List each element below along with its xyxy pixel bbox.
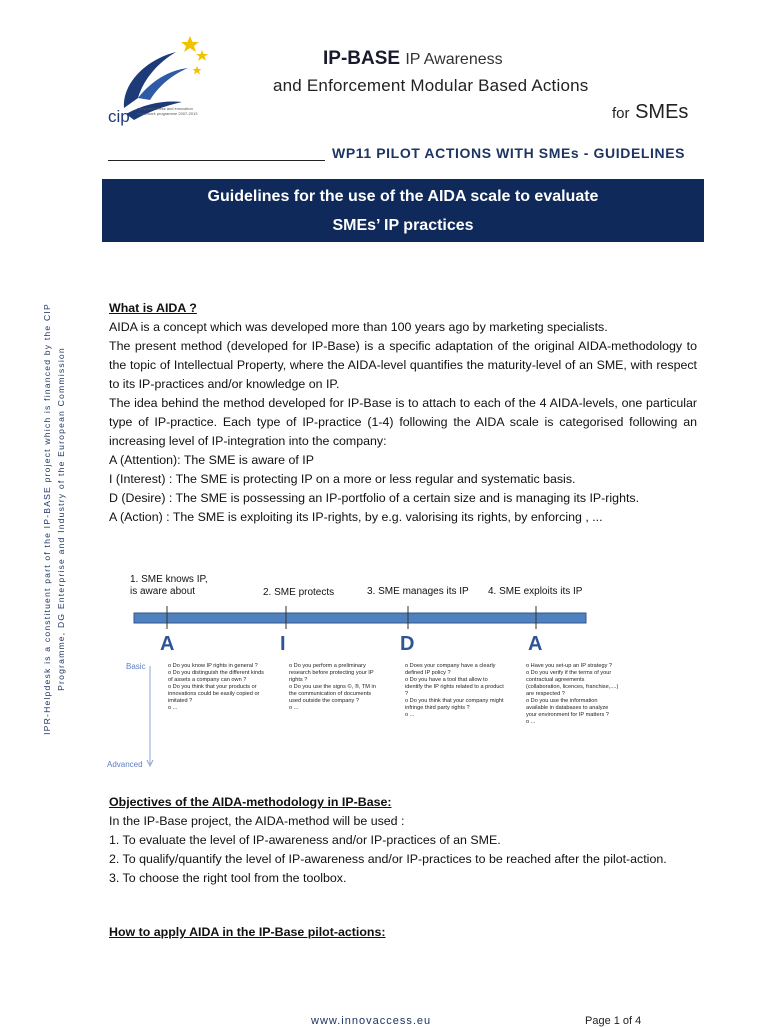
questions-action [526, 663, 618, 725]
header-for-smes [612, 101, 688, 124]
logo-caption: competitiveness and innovation framework programme 2007-2013 [137, 106, 198, 116]
question-line: o Have you set-up an IP strategy ? [526, 663, 613, 669]
question-line: defined IP policy ? [405, 670, 451, 676]
wp-title-rule [108, 160, 325, 161]
question-line: o Do you distinguish the different kinds [168, 670, 264, 676]
side-note [40, 254, 72, 784]
question-line: o Do you use the information [526, 698, 598, 704]
question-line: o Does your company have a clearly [405, 663, 496, 669]
question-line: o Do you have a tool that allow to [405, 677, 488, 683]
question-line: o ... [168, 705, 178, 711]
aida-diagram [104, 568, 644, 778]
what-is-aida-heading: What is AIDA ? [109, 301, 197, 315]
header-title-rest: IP Awareness [405, 51, 503, 68]
questions-desire [405, 663, 504, 718]
paragraph: The idea behind the method developed for IP-Base is to attach to each of the 4 AIDA-levels, one particular type of IP-practice. Each type of IP-practice (1-4) following the AIDA scale is categorised following an increasing level of IP-integration into the company: [109, 396, 697, 448]
question-line: o Do you perform a preliminary [289, 663, 366, 669]
question-line: imitated ? [168, 698, 193, 704]
header-for: for [612, 105, 630, 122]
question-line: rights ? [289, 677, 308, 683]
question-line: contractual agreements [526, 677, 585, 683]
header-title [323, 48, 503, 70]
paragraph: The present method (developed for IP-Base) is a specific adaptation of the original AIDA-methodology to the topic of Intellectual Property, where the AIDA-level quantifies the maturity-level of an SME, with respect to its IP-practices and/or knowledge on IP. [109, 339, 697, 391]
paragraph: AIDA is a concept which was developed more than 100 years ago by marketing specialists. [109, 320, 608, 334]
side-note-line-2: Programme, DG Enterprise and Industry of the European Commission [56, 347, 66, 691]
objectives-heading: Objectives of the AIDA-methodology in IP-Base: [109, 795, 392, 809]
question-line: research before protecting your IP [289, 670, 374, 676]
stage-4-label: 4. SME exploits its IP [488, 586, 583, 597]
question-line: are respected ? [526, 691, 565, 697]
aida-scale-bar [134, 613, 586, 623]
question-line: the communication of documents [289, 691, 372, 697]
question-line: o Do you know IP rights in general ? [168, 663, 258, 669]
stage-1-label-line-1: 1. SME knows IP, [130, 574, 208, 585]
what-is-aida-section [109, 299, 697, 527]
side-note-line-1: IPR-Helpdesk is a constituent part of the IP-BASE project which is financed by the CIP [42, 303, 52, 735]
header-title-bold: IP-BASE [323, 48, 401, 69]
question-line: (collaboration, licences, franchise,....) [526, 684, 619, 690]
question-line: innovations could be easily copied or [168, 691, 260, 697]
question-line: o ... [405, 712, 415, 718]
stage-3-label: 3. SME manages its IP [367, 586, 469, 597]
question-line: available in databases to analyze [526, 705, 609, 711]
header-subtitle: and Enforcement Modular Based Actions [273, 76, 589, 95]
paragraph: 3. To choose the right tool from the toolbox. [109, 871, 347, 885]
paragraph: D (Desire) : The SME is possessing an IP-portfolio of a certain size and is managing its IP-rights. [109, 491, 640, 505]
questions-attention [168, 663, 264, 711]
question-line: ? [405, 691, 409, 697]
question-line: of assets a company can own ? [168, 677, 247, 683]
questions-interest [289, 663, 376, 711]
stage-2-label: 2. SME protects [263, 587, 335, 598]
paragraph: I (Interest) : The SME is protecting IP on a more or less regular and systematic basis. [109, 472, 576, 486]
banner-line-2: SMEs’ IP practices [332, 217, 474, 234]
question-line: o Do you use the signs ©, ®, TM in [289, 684, 376, 690]
aida-letter-attention: A [160, 633, 175, 655]
wp-title: WP11 PILOT ACTIONS WITH SMEs - GUIDELINES [332, 145, 686, 161]
footer-url[interactable]: www.innovaccess.eu [311, 1015, 432, 1027]
paragraph: A (Action) : The SME is exploiting its IP-rights, by e.g. valorising its rights, by enforcing , ... [109, 510, 603, 524]
question-line: o ... [289, 705, 299, 711]
question-line: infringe third party rights ? [405, 705, 470, 711]
question-line: o Do you think that your products or [168, 684, 257, 690]
header-smes: SMEs [635, 101, 689, 123]
paragraph: In the IP-Base project, the AIDA-method will be used : [109, 814, 405, 828]
paragraph: A (Attention): The SME is aware of IP [109, 453, 314, 467]
banner-line-1: Guidelines for the use of the AIDA scale to evaluate [207, 188, 599, 205]
logo-wordmark: cip [108, 107, 130, 126]
page-number: Page 1 of 4 [585, 1015, 642, 1027]
basic-label: Basic [126, 662, 146, 671]
question-line: o ... [526, 719, 536, 725]
advanced-label: Advanced [107, 760, 143, 769]
question-line: o Do you verify if the terms of your [526, 670, 612, 676]
aida-letter-interest: I [280, 633, 286, 655]
aida-letter-action: A [528, 633, 543, 655]
objectives-section [109, 793, 697, 888]
aida-letter-desire: D [400, 633, 415, 655]
how-to-apply-heading: How to apply AIDA in the IP-Base pilot-actions: [109, 925, 386, 939]
title-banner [102, 179, 704, 242]
paragraph: 1. To evaluate the level of IP-awareness and/or IP-practices of an SME. [109, 833, 501, 847]
question-line: your environment for IP matters ? [526, 712, 609, 718]
question-line: used outside the company ? [289, 698, 359, 704]
question-line: identify the IP rights related to a product [405, 684, 504, 690]
stage-1-label-line-2: is aware about [130, 586, 196, 597]
paragraph: 2. To qualify/quantify the level of IP-awareness and/or IP-practices to be reached after the pilot-action. [109, 852, 667, 866]
question-line: o Do you think that your company might [405, 698, 504, 704]
